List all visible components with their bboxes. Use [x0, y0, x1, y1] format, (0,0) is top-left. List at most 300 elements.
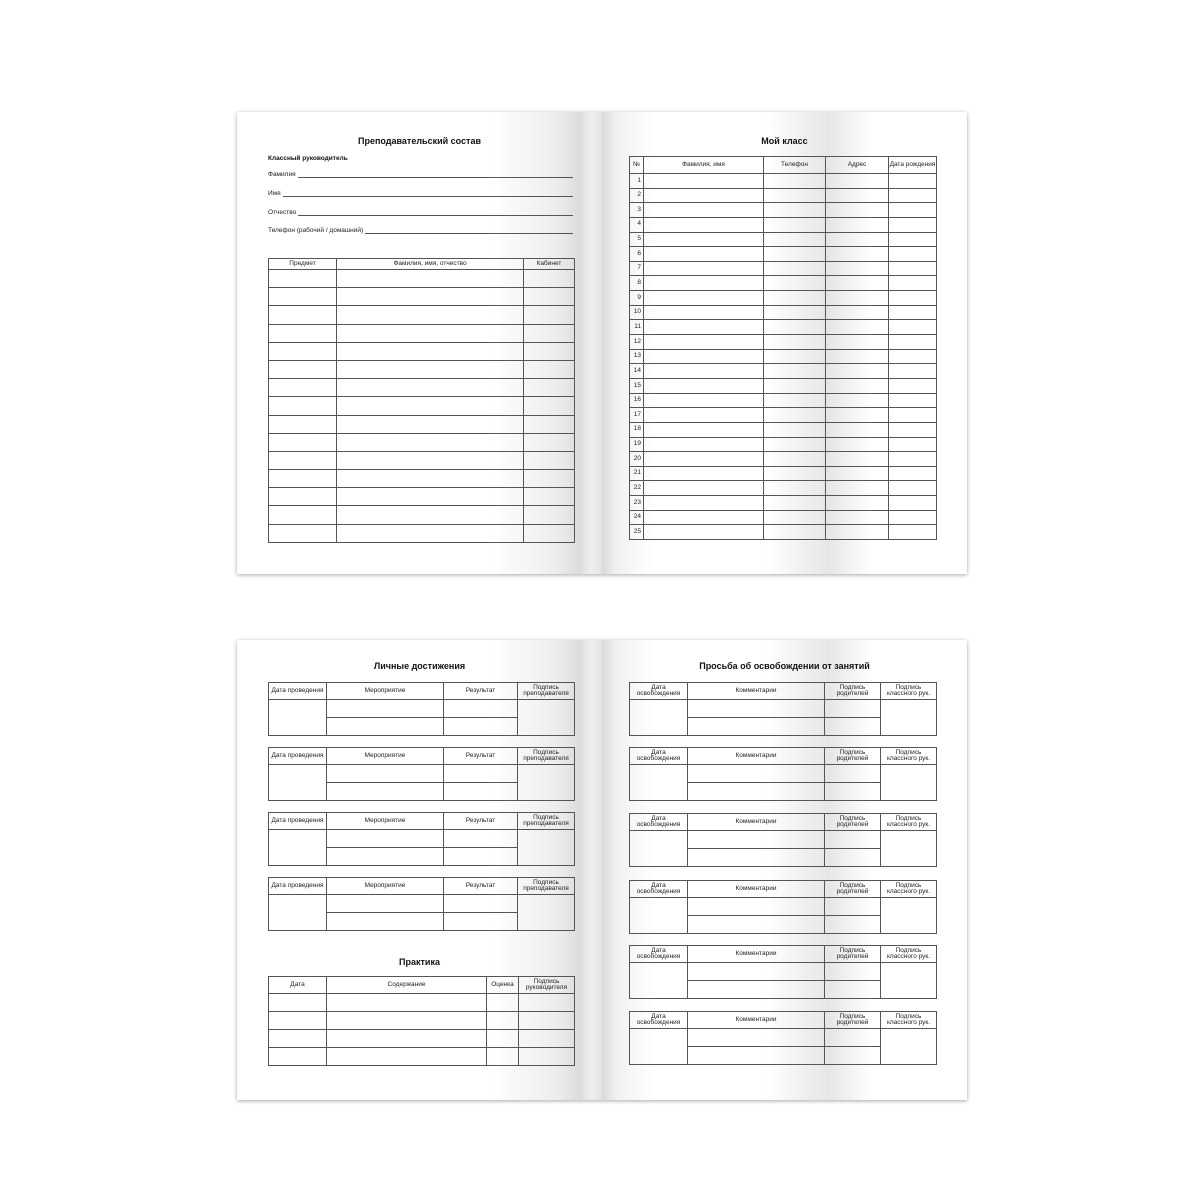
- column-header: Подпись родителей: [825, 881, 881, 898]
- table-cell: [269, 397, 337, 415]
- table-cell: [524, 288, 575, 306]
- table-cell: [688, 765, 825, 783]
- row-number: 15: [630, 378, 644, 393]
- class-row: [630, 217, 937, 232]
- table-cell: [444, 700, 518, 718]
- table-cell: [826, 481, 889, 496]
- row-number: 1: [630, 174, 644, 189]
- column-header: Комментарии: [688, 946, 825, 963]
- table-cell: [881, 700, 937, 736]
- table-cell: [269, 700, 327, 736]
- class-row: [630, 452, 937, 467]
- table-cell: [630, 700, 688, 736]
- column-header: Комментарии: [688, 881, 825, 898]
- table-cell: [487, 1048, 519, 1066]
- table-cell: [688, 1047, 825, 1065]
- release-row: [630, 898, 937, 916]
- row-number: 2: [630, 188, 644, 203]
- table-cell: [826, 422, 889, 437]
- block-header: [269, 748, 575, 765]
- column-header: Подпись родителей: [825, 946, 881, 963]
- table-cell: [644, 422, 764, 437]
- class-teacher-label: Классный руководитель: [268, 155, 348, 162]
- table-cell: [444, 848, 518, 866]
- table-cell: [764, 364, 826, 379]
- table-cell: [826, 247, 889, 262]
- column-header: Подпись преподавателя: [518, 813, 575, 830]
- col-grade: Оценка: [487, 977, 519, 994]
- table-cell: [444, 718, 518, 736]
- table-cell: [337, 415, 524, 433]
- table-cell: [881, 898, 937, 934]
- row-number: 18: [630, 422, 644, 437]
- class-row: [630, 393, 937, 408]
- table-cell: [644, 452, 764, 467]
- table-cell: [444, 765, 518, 783]
- teachers-row: [269, 415, 575, 433]
- table-cell: [826, 437, 889, 452]
- class-row: [630, 335, 937, 350]
- row-number: 14: [630, 364, 644, 379]
- table-cell: [688, 700, 825, 718]
- teachers-table: [268, 258, 575, 543]
- table-cell: [518, 700, 575, 736]
- table-cell: [764, 232, 826, 247]
- table-cell: [524, 270, 575, 288]
- table-cell: [524, 360, 575, 378]
- teachers-row: [269, 433, 575, 451]
- table-cell: [327, 765, 444, 783]
- table-cell: [764, 393, 826, 408]
- table-cell: [688, 916, 825, 934]
- table-cell: [644, 335, 764, 350]
- achievement-block: [268, 812, 575, 866]
- teachers-title: Преподавательский состав: [358, 136, 481, 146]
- practice-row: [269, 994, 575, 1012]
- class-row: [630, 364, 937, 379]
- table-cell: [337, 324, 524, 342]
- column-header: Дата освобождения: [630, 1012, 688, 1029]
- table-cell: [889, 188, 937, 203]
- class-row: [630, 437, 937, 452]
- table-cell: [826, 203, 889, 218]
- table-cell: [889, 276, 937, 291]
- table-cell: [688, 718, 825, 736]
- col-supervisor-sign: Подпись руководителя: [519, 977, 575, 994]
- release-block: [629, 682, 937, 736]
- release-row: [630, 700, 937, 718]
- column-header: Подпись классного рук.: [881, 814, 937, 831]
- row-number: 11: [630, 320, 644, 335]
- table-cell: [826, 393, 889, 408]
- column-header: Подпись классного рук.: [881, 683, 937, 700]
- table-cell: [826, 291, 889, 306]
- achievement-block: [268, 682, 575, 736]
- table-cell: [764, 291, 826, 306]
- column-header: Подпись преподавателя: [518, 748, 575, 765]
- table-cell: [269, 270, 337, 288]
- table-cell: [764, 349, 826, 364]
- column-header: Результат: [444, 748, 518, 765]
- table-cell: [269, 1030, 327, 1048]
- teachers-row: [269, 270, 575, 288]
- table-cell: [881, 831, 937, 867]
- teachers-row: [269, 342, 575, 360]
- table-cell: [519, 1012, 575, 1030]
- table-cell: [644, 217, 764, 232]
- table-cell: [644, 466, 764, 481]
- teachers-row: [269, 360, 575, 378]
- table-cell: [337, 397, 524, 415]
- row-number: 3: [630, 203, 644, 218]
- row-number: 19: [630, 437, 644, 452]
- class-row: [630, 525, 937, 540]
- table-cell: [644, 510, 764, 525]
- table-cell: [889, 305, 937, 320]
- column-header: Дата освобождения: [630, 748, 688, 765]
- table-cell: [337, 433, 524, 451]
- table-cell: [337, 451, 524, 469]
- row-number: 5: [630, 232, 644, 247]
- table-cell: [889, 437, 937, 452]
- table-cell: [269, 506, 337, 524]
- table-cell: [644, 320, 764, 335]
- table-cell: [826, 408, 889, 423]
- block-header: [269, 878, 575, 895]
- table-cell: [269, 994, 327, 1012]
- table-cell: [337, 342, 524, 360]
- table-cell: [269, 488, 337, 506]
- block-header: [630, 748, 937, 765]
- table-cell: [881, 765, 937, 801]
- column-header: Подпись классного рук.: [881, 946, 937, 963]
- table-cell: [764, 203, 826, 218]
- table-cell: [519, 1048, 575, 1066]
- table-cell: [630, 831, 688, 867]
- table-cell: [630, 963, 688, 999]
- table-cell: [644, 247, 764, 262]
- table-cell: [644, 188, 764, 203]
- achievements-title: Личные достижения: [373, 661, 466, 671]
- table-cell: [825, 898, 881, 916]
- practice-table: [268, 976, 575, 1066]
- practice-row: [269, 1030, 575, 1048]
- column-header: Дата проведения: [269, 683, 327, 700]
- class-row: [630, 320, 937, 335]
- table-cell: [764, 217, 826, 232]
- teachers-row: [269, 397, 575, 415]
- table-cell: [826, 174, 889, 189]
- table-cell: [688, 1029, 825, 1047]
- table-cell: [688, 963, 825, 981]
- release-block: [629, 880, 937, 934]
- table-cell: [764, 276, 826, 291]
- table-cell: [764, 422, 826, 437]
- table-cell: [889, 452, 937, 467]
- row-number: 17: [630, 408, 644, 423]
- table-cell: [518, 765, 575, 801]
- table-cell: [764, 247, 826, 262]
- name-field: [268, 190, 573, 197]
- class-row: [630, 247, 937, 262]
- table-cell: [889, 320, 937, 335]
- table-cell: [826, 378, 889, 393]
- practice-title: Практика: [399, 957, 440, 967]
- block-header: [630, 814, 937, 831]
- column-header: Комментарии: [688, 748, 825, 765]
- teachers-row: [269, 306, 575, 324]
- table-cell: [524, 379, 575, 397]
- table-cell: [337, 506, 524, 524]
- table-cell: [826, 276, 889, 291]
- class-row: [630, 276, 937, 291]
- col-cabinet: Кабинет: [524, 259, 575, 270]
- table-cell: [524, 306, 575, 324]
- table-cell: [524, 415, 575, 433]
- row-number: 23: [630, 496, 644, 511]
- column-header: Подпись преподавателя: [518, 683, 575, 700]
- table-cell: [889, 232, 937, 247]
- table-cell: [327, 895, 444, 913]
- table-cell: [524, 433, 575, 451]
- column-header: Подпись родителей: [825, 1012, 881, 1029]
- bottom-spread: [237, 640, 967, 1100]
- column-header: Дата проведения: [269, 878, 327, 895]
- teachers-row: [269, 451, 575, 469]
- table-cell: [337, 379, 524, 397]
- column-header: Мероприятие: [327, 683, 444, 700]
- table-cell: [826, 217, 889, 232]
- column-header: Дата проведения: [269, 748, 327, 765]
- class-row: [630, 261, 937, 276]
- class-row: [630, 510, 937, 525]
- table-cell: [826, 349, 889, 364]
- achievement-block: [268, 747, 575, 801]
- column-header: Дата освобождения: [630, 814, 688, 831]
- class-row: [630, 232, 937, 247]
- table-cell: [269, 470, 337, 488]
- class-row: [630, 466, 937, 481]
- table-cell: [269, 288, 337, 306]
- phone-field: [268, 227, 573, 234]
- release-block: [629, 945, 937, 999]
- block-header: [630, 683, 937, 700]
- row-number: 25: [630, 525, 644, 540]
- table-cell: [630, 898, 688, 934]
- surname-field: [268, 171, 573, 178]
- table-cell: [825, 916, 881, 934]
- achievement-row: [269, 765, 575, 783]
- table-cell: [764, 408, 826, 423]
- table-cell: [826, 496, 889, 511]
- block-header: [269, 683, 575, 700]
- table-cell: [688, 783, 825, 801]
- table-cell: [524, 506, 575, 524]
- table-cell: [269, 360, 337, 378]
- table-cell: [881, 963, 937, 999]
- table-cell: [889, 335, 937, 350]
- table-cell: [889, 174, 937, 189]
- table-cell: [826, 232, 889, 247]
- block-header: [630, 1012, 937, 1029]
- column-header: Подпись родителей: [825, 683, 881, 700]
- block-header: [630, 881, 937, 898]
- column-header: Комментарии: [688, 1012, 825, 1029]
- row-number: 13: [630, 349, 644, 364]
- table-cell: [889, 291, 937, 306]
- table-cell: [644, 525, 764, 540]
- column-header: Подпись родителей: [825, 814, 881, 831]
- column-header: Результат: [444, 813, 518, 830]
- table-cell: [487, 994, 519, 1012]
- table-cell: [327, 718, 444, 736]
- block-header: [630, 946, 937, 963]
- row-number: 20: [630, 452, 644, 467]
- teachers-row: [269, 506, 575, 524]
- table-cell: [269, 379, 337, 397]
- row-number: 9: [630, 291, 644, 306]
- table-cell: [826, 320, 889, 335]
- table-cell: [764, 510, 826, 525]
- col-name: Фамилия, имя: [644, 157, 764, 174]
- table-cell: [764, 452, 826, 467]
- release-row: [630, 765, 937, 783]
- table-cell: [764, 320, 826, 335]
- table-cell: [764, 378, 826, 393]
- table-cell: [487, 1030, 519, 1048]
- table-cell: [889, 481, 937, 496]
- teachers-row: [269, 379, 575, 397]
- table-cell: [644, 203, 764, 218]
- table-cell: [269, 451, 337, 469]
- table-cell: [644, 232, 764, 247]
- table-cell: [444, 830, 518, 848]
- practice-row: [269, 1012, 575, 1030]
- col-num: №: [630, 157, 644, 174]
- table-cell: [889, 203, 937, 218]
- class-row: [630, 496, 937, 511]
- column-header: Мероприятие: [327, 748, 444, 765]
- teachers-row: [269, 288, 575, 306]
- table-cell: [269, 324, 337, 342]
- column-header: Мероприятие: [327, 878, 444, 895]
- table-cell: [327, 783, 444, 801]
- table-cell: [519, 1030, 575, 1048]
- teachers-row: [269, 324, 575, 342]
- achievements-page: [237, 640, 602, 1100]
- achievement-row: [269, 895, 575, 913]
- block-header: [269, 813, 575, 830]
- table-cell: [764, 188, 826, 203]
- table-cell: [889, 217, 937, 232]
- table-cell: [826, 188, 889, 203]
- table-cell: [826, 510, 889, 525]
- row-number: 8: [630, 276, 644, 291]
- table-cell: [889, 408, 937, 423]
- column-header: Дата освобождения: [630, 683, 688, 700]
- table-cell: [825, 1029, 881, 1047]
- table-cell: [764, 174, 826, 189]
- table-cell: [630, 1029, 688, 1065]
- table-cell: [644, 349, 764, 364]
- col-phone: Телефон: [764, 157, 826, 174]
- column-header: Дата освобождения: [630, 946, 688, 963]
- table-cell: [524, 397, 575, 415]
- row-number: 12: [630, 335, 644, 350]
- column-header: Подпись классного рук.: [881, 748, 937, 765]
- table-cell: [327, 830, 444, 848]
- table-cell: [327, 1048, 487, 1066]
- table-cell: [524, 342, 575, 360]
- table-cell: [327, 848, 444, 866]
- release-row: [630, 831, 937, 849]
- table-cell: [444, 783, 518, 801]
- table-cell: [269, 830, 327, 866]
- table-cell: [327, 1030, 487, 1048]
- table-cell: [764, 466, 826, 481]
- release-page: [602, 640, 967, 1100]
- table-cell: [337, 306, 524, 324]
- table-cell: [337, 270, 524, 288]
- teachers-row: [269, 488, 575, 506]
- table-cell: [524, 488, 575, 506]
- row-number: 22: [630, 481, 644, 496]
- table-cell: [269, 433, 337, 451]
- table-cell: [826, 335, 889, 350]
- release-title: Просьба об освобождении от занятий: [699, 661, 870, 671]
- table-cell: [327, 994, 487, 1012]
- table-cell: [825, 765, 881, 783]
- class-row: [630, 408, 937, 423]
- column-header: Комментарии: [688, 683, 825, 700]
- table-cell: [889, 422, 937, 437]
- table-cell: [825, 1047, 881, 1065]
- class-row: [630, 203, 937, 218]
- table-cell: [889, 525, 937, 540]
- column-header: Результат: [444, 878, 518, 895]
- table-cell: [444, 913, 518, 931]
- row-number: 6: [630, 247, 644, 262]
- table-cell: [826, 466, 889, 481]
- table-cell: [269, 1048, 327, 1066]
- col-date: Дата: [269, 977, 327, 994]
- table-cell: [764, 481, 826, 496]
- table-cell: [487, 1012, 519, 1030]
- row-number: 7: [630, 261, 644, 276]
- table-cell: [269, 415, 337, 433]
- table-cell: [644, 408, 764, 423]
- table-cell: [524, 524, 575, 542]
- table-cell: [889, 247, 937, 262]
- table-cell: [519, 994, 575, 1012]
- table-cell: [644, 437, 764, 452]
- table-cell: [327, 1012, 487, 1030]
- table-cell: [644, 378, 764, 393]
- table-cell: [764, 437, 826, 452]
- table-cell: [825, 981, 881, 999]
- table-cell: [764, 335, 826, 350]
- class-row: [630, 188, 937, 203]
- table-cell: [337, 488, 524, 506]
- table-cell: [889, 261, 937, 276]
- col-content: Содержание: [327, 977, 487, 994]
- row-number: 24: [630, 510, 644, 525]
- table-cell: [825, 849, 881, 867]
- table-cell: [644, 261, 764, 276]
- col-fio: Фамилия, имя, отчество: [337, 259, 524, 270]
- class-row: [630, 378, 937, 393]
- achievement-row: [269, 700, 575, 718]
